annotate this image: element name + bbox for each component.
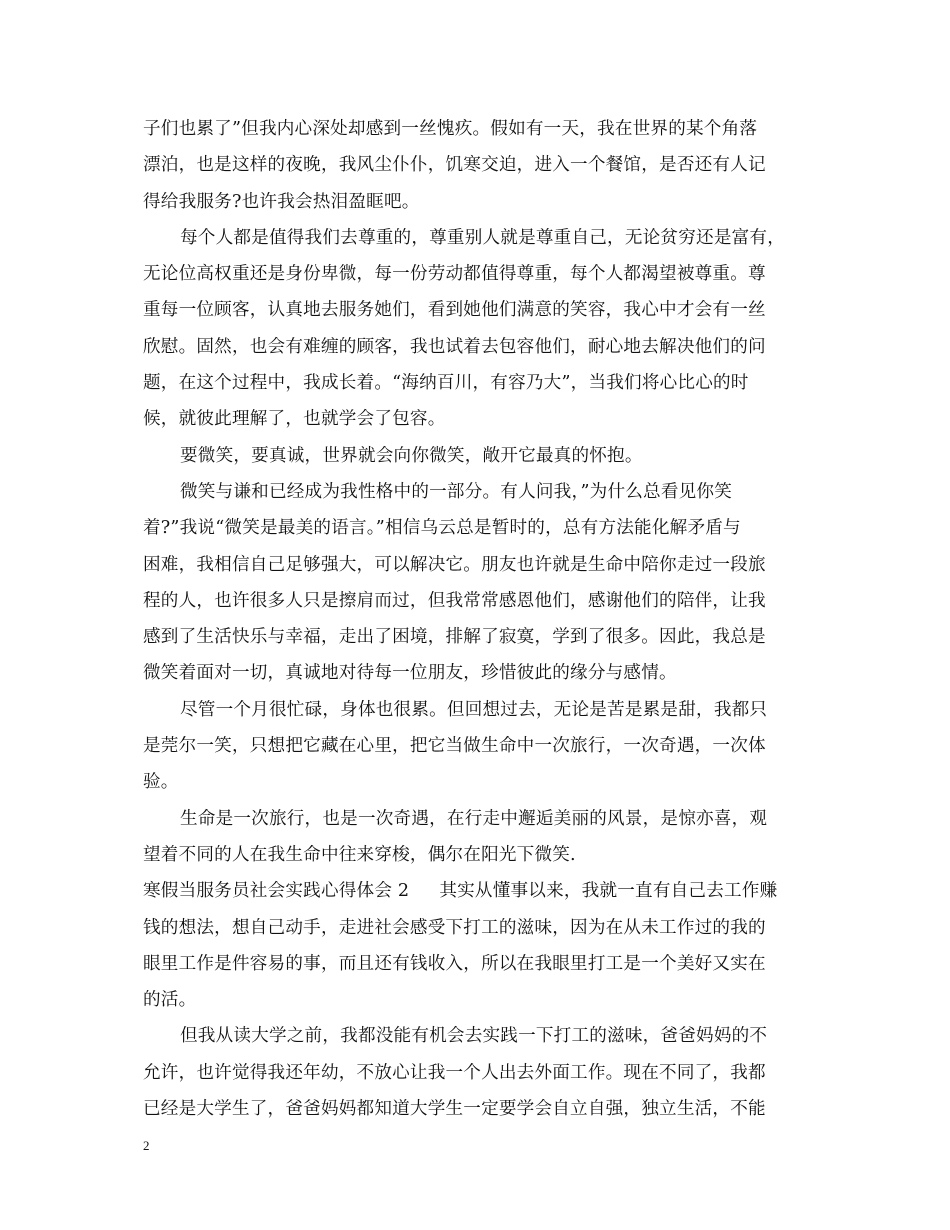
paragraph-start-line: 生命是一次旅行，也是一次奇遇，在行走中邂逅美丽的风景，是惊亦喜，观 xyxy=(180,808,768,829)
text-line: 望着不同的人在我生命中往来穿梭，偶尔在阳光下微笑. xyxy=(143,844,576,865)
paragraph-start-line: 但我从读大学之前，我都没能有机会去实践一下打工的滋味，爸爸妈妈的不 xyxy=(180,1026,768,1047)
section-first-text: 其实从懂事以来，我就一直有自己去工作赚 xyxy=(439,881,778,902)
text-line: 程的人，也许很多人只是擦肩而过，但我常常感恩他们，感谢他们的陪伴，让我 xyxy=(143,590,766,611)
text-line: 漂泊，也是这样的夜晚，我风尘仆仆，饥寒交迫，进入一个餐馆，是否还有人记 xyxy=(143,155,766,176)
text-line: 已经是大学生了，爸爸妈妈都知道大学生一定要学会自立自强，独立生活，不能 xyxy=(143,1099,766,1120)
section-title-line xyxy=(143,873,809,909)
text-line: 钱的想法，想自己动手，走进社会感受下打工的滋味，因为在从未工作过的我的 xyxy=(143,917,766,938)
paragraph-start-line: 尽管一个月很忙碌，身体也很累。但回想过去，无论是苦是累是甜，我都只 xyxy=(180,699,768,720)
paragraph-start-line: 要微笑，要真诚，世界就会向你微笑，敞开它最真的怀抱。 xyxy=(180,445,643,466)
text-line: 子们也累了”但我内心深处却感到一丝愧疚。假如有一天，我在世界的某个角落 xyxy=(143,119,758,139)
text-line: 的活。 xyxy=(143,990,197,1011)
text-line: 题，在这个过程中，我成长着。“海纳百川，有容乃大”，当我们将心比心的时 xyxy=(143,373,749,394)
text-line: 无论位高权重还是身份卑微，每一份劳动都值得尊重，每个人都渴望被尊重。尊 xyxy=(143,264,766,285)
text-line: 着?”我说“微笑是最美的语言。”相信乌云总是暂时的，总有方法能化解矛盾与 xyxy=(143,518,741,539)
text-line: 得给我服务?也许我会热泪盈眶吧。 xyxy=(143,191,420,212)
page-number: 2 xyxy=(143,1138,150,1153)
text-line: 眼里工作是件容易的事，而且还有钱收入，所以在我眼里打工是一个美好又实在 xyxy=(143,953,766,974)
text-line: 重每一位顾客，认真地去服务她们，看到她他们满意的笑容，我心中才会有一丝 xyxy=(143,300,766,321)
text-line: 困难，我相信自己足够强大，可以解决它。朋友也许就是生命中陪你走过一段旅 xyxy=(143,554,766,575)
text-line: 验。 xyxy=(143,772,179,793)
document-body xyxy=(143,111,809,1127)
text-line: 候，就彼此理解了，也就学会了包容。 xyxy=(143,409,446,430)
text-line: 是莞尔一笑，只想把它藏在心里，把它当做生命中一次旅行，一次奇遇，一次体 xyxy=(143,736,766,757)
paragraph-start-line: 每个人都是值得我们去尊重的，尊重别人就是尊重自己，无论贫穷还是富有， xyxy=(180,227,785,248)
section-title: 寒假当服务员社会实践心得体会 2 xyxy=(143,881,410,902)
text-line: 允许，也许觉得我还年幼，不放心让我一个人出去外面工作。现在不同了，我都 xyxy=(143,1062,766,1083)
text-line: 感到了生活快乐与幸福，走出了困境，排解了寂寞，学到了很多。因此，我总是 xyxy=(143,627,766,648)
text-line: 微笑着面对一切，真诚地对待每一位朋友，珍惜彼此的缘分与感情。 xyxy=(143,663,677,684)
text-line: 欣慰。固然，也会有难缠的顾客，我也试着去包容他们，耐心地去解决他们的问 xyxy=(143,336,766,357)
paragraph-start-line: 微笑与谦和已经成为我性格中的一部分。有人问我，”为什么总看见你笑 xyxy=(180,481,733,502)
